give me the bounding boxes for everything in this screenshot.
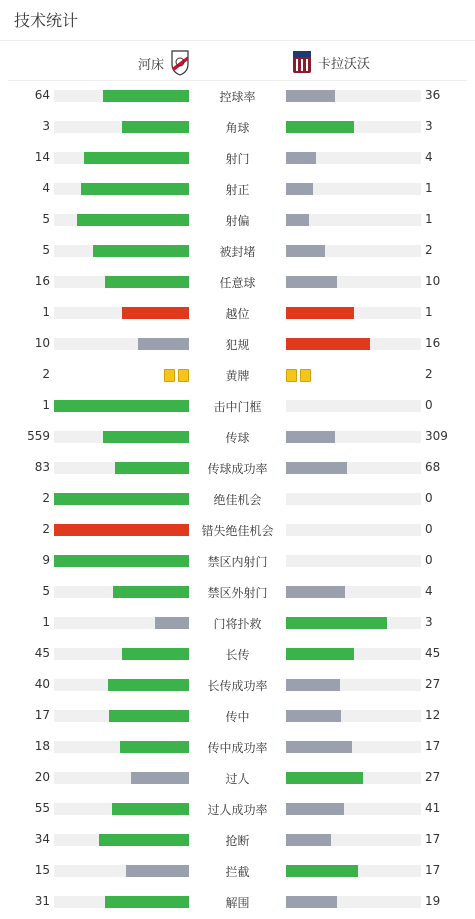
away-value: 1 (425, 212, 433, 226)
home-bar (54, 121, 189, 133)
away-bar (286, 648, 421, 660)
divider (0, 40, 475, 41)
home-value: 64 (34, 88, 50, 102)
away-value: 3 (425, 615, 433, 629)
stat-label: 射正 (225, 183, 250, 197)
home-bar (54, 648, 189, 660)
stat-label: 禁区内射门 (207, 555, 268, 569)
home-bar (54, 245, 189, 257)
home-bar (54, 834, 189, 846)
stat-label: 角球 (225, 121, 250, 135)
away-value: 2 (425, 367, 433, 381)
stat-row (0, 86, 475, 106)
away-value: 0 (425, 522, 433, 536)
stat-row (0, 148, 475, 168)
home-bar (54, 896, 189, 908)
home-bar-fill (105, 896, 189, 908)
away-bar (286, 524, 421, 536)
home-bar (54, 555, 189, 567)
away-bar (286, 741, 421, 753)
home-bar (54, 772, 189, 784)
stat-row (0, 582, 475, 602)
away-bar (286, 90, 421, 102)
stat-row (0, 551, 475, 571)
stat-row (0, 427, 475, 447)
home-bar (54, 276, 189, 288)
stat-label: 传球成功率 (207, 462, 268, 476)
away-bar (286, 121, 421, 133)
home-value: 5 (42, 584, 50, 598)
away-bar-fill (286, 338, 370, 350)
away-bar-fill (286, 307, 354, 319)
home-value: 45 (34, 646, 50, 660)
home-value: 17 (34, 708, 50, 722)
away-value: 1 (425, 305, 433, 319)
away-bar (286, 803, 421, 815)
home-bar-fill (54, 400, 189, 412)
stat-row (0, 675, 475, 695)
away-value: 0 (425, 491, 433, 505)
home-bar-fill (126, 865, 189, 877)
away-bar (286, 679, 421, 691)
stat-row (0, 241, 475, 261)
home-bar (54, 338, 189, 350)
stat-row (0, 458, 475, 478)
home-value: 16 (34, 274, 50, 288)
home-value: 1 (42, 615, 50, 629)
away-bar (286, 710, 421, 722)
away-bar (286, 896, 421, 908)
stat-label: 射偏 (225, 214, 250, 228)
home-bar-fill (54, 524, 189, 536)
home-bar (54, 462, 189, 474)
home-value: 1 (42, 305, 50, 319)
away-bar (286, 214, 421, 226)
home-bar-fill (103, 90, 189, 102)
home-bar-fill (109, 710, 189, 722)
stat-label: 绝佳机会 (213, 493, 262, 507)
away-bar (286, 462, 421, 474)
stat-label: 传球 (225, 431, 250, 445)
stat-label: 长传成功率 (207, 679, 268, 693)
stat-label: 射门 (225, 152, 250, 166)
carabobo-crest-icon (292, 50, 312, 74)
stat-label: 被封堵 (219, 245, 256, 259)
away-bar (286, 834, 421, 846)
away-bar (286, 245, 421, 257)
home-bar-fill (108, 679, 189, 691)
yellow-card-icon (300, 369, 311, 382)
home-value: 2 (42, 491, 50, 505)
away-bar-fill (286, 834, 331, 846)
home-bar (54, 493, 189, 505)
home-value: 3 (42, 119, 50, 133)
home-value: 5 (42, 212, 50, 226)
stat-label: 长传 (225, 648, 250, 662)
stat-label: 过人成功率 (207, 803, 268, 817)
stat-row (0, 179, 475, 199)
home-value: 15 (34, 863, 50, 877)
stat-row (0, 210, 475, 230)
stat-label: 拦截 (225, 865, 250, 879)
stat-label: 解围 (225, 896, 250, 910)
home-value: 14 (34, 150, 50, 164)
home-value: 9 (42, 553, 50, 567)
away-yellow-cards (286, 369, 421, 381)
home-bar-fill (112, 803, 189, 815)
away-team[interactable] (292, 50, 370, 74)
away-value: 17 (425, 739, 441, 753)
away-value: 17 (425, 863, 441, 877)
away-value: 4 (425, 584, 433, 598)
home-yellow-cards (54, 369, 189, 381)
home-value: 2 (42, 522, 50, 536)
away-value: 45 (425, 646, 441, 660)
away-bar-fill (286, 617, 387, 629)
stat-label: 错失绝佳机会 (201, 524, 274, 538)
yellow-card-icon (164, 369, 175, 382)
home-bar-fill (103, 431, 189, 443)
stat-label: 过人 (225, 772, 250, 786)
stat-row (0, 334, 475, 354)
home-bar (54, 803, 189, 815)
stat-row (0, 644, 475, 664)
away-bar-fill (286, 865, 358, 877)
away-bar (286, 772, 421, 784)
stat-row (0, 272, 475, 292)
away-bar-fill (286, 741, 352, 753)
home-value: 10 (34, 336, 50, 350)
away-bar-fill (286, 431, 335, 443)
away-value: 309 (425, 429, 448, 443)
away-bar (286, 493, 421, 505)
home-bar-fill (122, 121, 190, 133)
away-bar-fill (286, 896, 337, 908)
stat-row (0, 768, 475, 788)
away-value: 41 (425, 801, 441, 815)
home-bar-fill (120, 741, 189, 753)
stat-label: 传中成功率 (207, 741, 268, 755)
away-value: 0 (425, 553, 433, 567)
stat-row (0, 396, 475, 416)
away-bar-fill (286, 772, 363, 784)
home-value: 83 (34, 460, 50, 474)
stat-row (0, 706, 475, 726)
stat-label: 门将扑救 (213, 617, 262, 631)
away-value: 3 (425, 119, 433, 133)
away-bar (286, 276, 421, 288)
away-bar-fill (286, 214, 309, 226)
stat-label: 黄牌 (225, 369, 250, 383)
stat-row (0, 613, 475, 633)
away-value: 12 (425, 708, 441, 722)
home-value: 34 (34, 832, 50, 846)
away-bar-fill (286, 276, 337, 288)
home-bar (54, 90, 189, 102)
home-bar (54, 183, 189, 195)
home-bar-fill (138, 338, 189, 350)
away-value: 10 (425, 274, 441, 288)
home-value: 4 (42, 181, 50, 195)
yellow-card-icon (178, 369, 189, 382)
away-value: 68 (425, 460, 441, 474)
away-bar-fill (286, 462, 347, 474)
away-value: 27 (425, 770, 441, 784)
home-bar (54, 617, 189, 629)
stat-row (0, 117, 475, 137)
away-value: 27 (425, 677, 441, 691)
stat-row (0, 520, 475, 540)
away-bar-fill (286, 710, 341, 722)
home-bar (54, 400, 189, 412)
stat-row (0, 737, 475, 757)
home-bar-fill (99, 834, 190, 846)
away-value: 19 (425, 894, 441, 908)
away-bar (286, 152, 421, 164)
stat-label: 越位 (225, 307, 250, 321)
home-bar (54, 679, 189, 691)
home-bar-fill (113, 586, 189, 598)
stat-row (0, 365, 475, 385)
home-bar-fill (54, 493, 189, 505)
away-bar (286, 555, 421, 567)
stat-label: 传中 (225, 710, 250, 724)
home-bar-fill (77, 214, 189, 226)
home-bar-fill (81, 183, 189, 195)
home-bar-fill (122, 648, 190, 660)
home-bar (54, 307, 189, 319)
away-value: 4 (425, 150, 433, 164)
away-bar (286, 183, 421, 195)
away-value: 17 (425, 832, 441, 846)
away-bar (286, 431, 421, 443)
stat-label: 击中门框 (213, 400, 262, 414)
home-value: 31 (34, 894, 50, 908)
home-value: 1 (42, 398, 50, 412)
home-value: 2 (42, 367, 50, 381)
home-value: 559 (27, 429, 50, 443)
river-plate-crest-icon (170, 50, 190, 76)
away-team-name: 卡拉沃沃 (318, 56, 371, 72)
away-bar (286, 338, 421, 350)
home-bar (54, 710, 189, 722)
home-bar (54, 152, 189, 164)
stat-label: 任意球 (219, 276, 256, 290)
away-bar-fill (286, 679, 340, 691)
away-bar-fill (286, 586, 345, 598)
away-value: 1 (425, 181, 433, 195)
away-value: 36 (425, 88, 441, 102)
stat-row (0, 489, 475, 509)
stat-row (0, 799, 475, 819)
stat-row (0, 303, 475, 323)
stat-label: 控球率 (219, 90, 256, 104)
home-team[interactable] (138, 50, 190, 76)
away-bar-fill (286, 183, 313, 195)
stat-label: 禁区外射门 (207, 586, 268, 600)
stat-row (0, 861, 475, 881)
page-title: 技术统计 (14, 11, 79, 30)
away-bar-fill (286, 152, 316, 164)
home-bar (54, 214, 189, 226)
stat-label: 抢断 (225, 834, 250, 848)
home-bar-fill (54, 555, 189, 567)
teams-header (0, 42, 475, 80)
home-value: 40 (34, 677, 50, 691)
home-bar-fill (84, 152, 189, 164)
home-bar-fill (122, 307, 190, 319)
home-bar (54, 865, 189, 877)
away-value: 16 (425, 336, 441, 350)
away-bar-fill (286, 90, 335, 102)
away-bar (286, 400, 421, 412)
home-value: 5 (42, 243, 50, 257)
home-bar-fill (105, 276, 189, 288)
away-bar (286, 586, 421, 598)
home-value: 55 (34, 801, 50, 815)
divider (8, 80, 467, 81)
home-team-name: 河床 (137, 57, 164, 73)
away-value: 2 (425, 243, 433, 257)
home-bar (54, 586, 189, 598)
home-bar-fill (155, 617, 189, 629)
home-value: 18 (34, 739, 50, 753)
away-bar-fill (286, 121, 354, 133)
away-bar-fill (286, 245, 325, 257)
away-bar (286, 865, 421, 877)
stat-row (0, 892, 475, 912)
away-bar (286, 307, 421, 319)
home-bar-fill (131, 772, 189, 784)
yellow-card-icon (286, 369, 297, 382)
away-bar-fill (286, 648, 354, 660)
home-value: 20 (34, 770, 50, 784)
home-bar-fill (115, 462, 189, 474)
away-bar-fill (286, 803, 344, 815)
home-bar (54, 524, 189, 536)
stat-label: 犯规 (225, 338, 250, 352)
away-value: 0 (425, 398, 433, 412)
home-bar-fill (93, 245, 189, 257)
stat-row (0, 830, 475, 850)
home-bar (54, 741, 189, 753)
away-bar (286, 617, 421, 629)
home-bar (54, 431, 189, 443)
